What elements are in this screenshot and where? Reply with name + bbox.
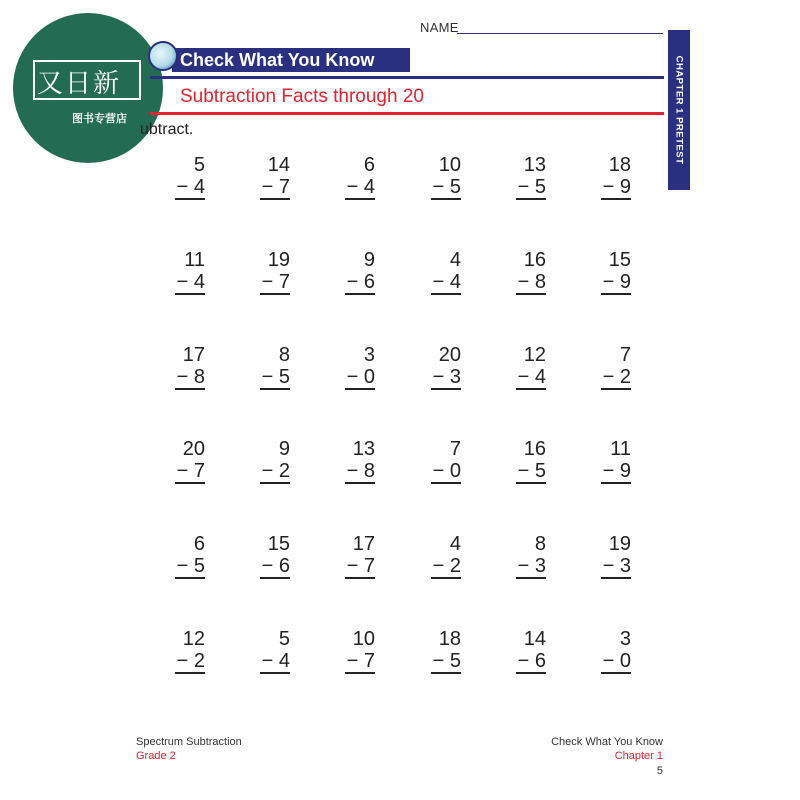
subtrahend-value: 3	[449, 366, 461, 388]
subtraction-problem	[135, 248, 205, 296]
minuend: 13	[352, 438, 375, 460]
minuend: 6	[193, 533, 205, 555]
subtrahend-value: 5	[534, 460, 546, 482]
answer-line	[175, 672, 205, 674]
subtrahend-value: 8	[193, 366, 205, 388]
subtraction-problem	[561, 627, 631, 675]
subtrahend	[603, 459, 631, 483]
subtrahend	[518, 649, 546, 673]
subtrahend-value: 8	[363, 460, 375, 482]
minuend: 10	[438, 154, 461, 176]
subtrahend	[433, 649, 461, 673]
subtrahend	[177, 175, 205, 199]
minuend: 4	[449, 249, 461, 271]
answer-line	[431, 198, 461, 200]
minuend: 17	[182, 344, 205, 366]
minus-sign: −	[602, 650, 620, 672]
minuend: 3	[619, 628, 631, 650]
answer-line	[516, 577, 546, 579]
minuend: 14	[523, 628, 546, 650]
subtraction-problem	[135, 437, 205, 485]
subtrahend	[433, 270, 461, 294]
subtraction-problem	[220, 153, 290, 201]
subtrahend-value: 6	[363, 271, 375, 293]
minus-sign: −	[432, 650, 450, 672]
minus-sign: −	[261, 176, 279, 198]
answer-line	[601, 293, 631, 295]
page-number: 5	[656, 765, 663, 777]
magnifier-icon	[148, 41, 178, 71]
subtrahend	[177, 365, 205, 389]
minuend: 9	[363, 249, 375, 271]
minus-sign: −	[346, 650, 364, 672]
subtraction-problem	[476, 343, 546, 391]
subtrahend	[433, 459, 461, 483]
answer-line	[345, 672, 375, 674]
subtraction-problem	[476, 248, 546, 296]
minuend: 11	[184, 249, 205, 271]
minus-sign: −	[176, 650, 194, 672]
subtraction-problem	[391, 532, 461, 580]
minus-sign: −	[432, 460, 450, 482]
answer-line	[345, 293, 375, 295]
subtrahend-value: 9	[619, 271, 631, 293]
footer-chapter: Chapter 1	[614, 750, 663, 762]
minus-sign: −	[346, 460, 364, 482]
header-rule-red	[150, 112, 664, 115]
answer-line	[260, 388, 290, 390]
subtrahend	[177, 459, 205, 483]
subtraction-problem	[135, 153, 205, 201]
subtrahend-value: 2	[193, 650, 205, 672]
minuend: 12	[182, 628, 205, 650]
subtrahend	[262, 459, 290, 483]
answer-line	[516, 388, 546, 390]
minuend: 5	[278, 628, 290, 650]
minus-sign: −	[261, 460, 279, 482]
subtrahend	[603, 365, 631, 389]
answer-line	[345, 577, 375, 579]
subtrahend-value: 5	[534, 176, 546, 198]
subtraction-problem	[135, 343, 205, 391]
answer-line	[345, 388, 375, 390]
subtraction-problem	[391, 343, 461, 391]
name-label: NAME	[420, 20, 459, 35]
subtrahend	[347, 270, 375, 294]
subtraction-problem	[220, 627, 290, 675]
minus-sign: −	[261, 366, 279, 388]
answer-line	[260, 482, 290, 484]
minus-sign: −	[261, 650, 279, 672]
answer-line	[175, 388, 205, 390]
minus-sign: −	[517, 176, 535, 198]
subtrahend	[262, 175, 290, 199]
answer-line	[175, 293, 205, 295]
subtrahend-value: 5	[193, 555, 205, 577]
subtrahend	[433, 175, 461, 199]
subtrahend-value: 5	[449, 650, 461, 672]
subtrahend	[518, 459, 546, 483]
answer-line	[260, 577, 290, 579]
footer-section-title: Check What You Know	[551, 736, 663, 748]
minuend: 15	[267, 533, 290, 555]
minuend: 7	[619, 344, 631, 366]
answer-line	[175, 577, 205, 579]
minuend: 15	[608, 249, 631, 271]
subtrahend-value: 7	[363, 650, 375, 672]
subtrahend	[347, 554, 375, 578]
subtrahend-value: 2	[278, 460, 290, 482]
subtrahend	[177, 270, 205, 294]
instructions: ubtract.	[140, 121, 194, 138]
page-title: Check What You Know	[180, 50, 375, 70]
answer-line	[516, 672, 546, 674]
subtrahend	[347, 365, 375, 389]
minuend: 7	[449, 438, 461, 460]
minuend: 11	[610, 438, 631, 460]
minuend: 6	[363, 154, 375, 176]
subtrahend-value: 5	[278, 366, 290, 388]
answer-line	[431, 388, 461, 390]
subtrahend-value: 5	[449, 176, 461, 198]
minus-sign: −	[261, 555, 279, 577]
subtraction-problem	[220, 248, 290, 296]
answer-line	[431, 577, 461, 579]
subtraction-problem	[135, 532, 205, 580]
minuend: 17	[352, 533, 375, 555]
minus-sign: −	[602, 555, 620, 577]
subtrahend-value: 7	[193, 460, 205, 482]
subtrahend-value: 4	[278, 650, 290, 672]
minuend: 14	[267, 154, 290, 176]
minuend: 20	[182, 438, 205, 460]
minuend: 4	[449, 533, 461, 555]
minuend: 16	[523, 438, 546, 460]
name-field-line	[457, 33, 663, 34]
minuend: 18	[608, 154, 631, 176]
minus-sign: −	[176, 271, 194, 293]
subtrahend-value: 4	[363, 176, 375, 198]
minus-sign: −	[517, 366, 535, 388]
subtraction-problem	[476, 532, 546, 580]
minus-sign: −	[346, 176, 364, 198]
chapter-side-tab-label: CHAPTER 1 PRETEST	[673, 55, 685, 165]
answer-line	[345, 482, 375, 484]
minuend: 19	[267, 249, 290, 271]
subtraction-problem	[305, 153, 375, 201]
subtrahend-value: 7	[278, 271, 290, 293]
answer-line	[601, 388, 631, 390]
minus-sign: −	[517, 555, 535, 577]
subtraction-problem	[305, 248, 375, 296]
subtraction-problem	[476, 153, 546, 201]
subtrahend-value: 0	[363, 366, 375, 388]
subtrahend-value: 3	[534, 555, 546, 577]
minus-sign: −	[176, 366, 194, 388]
minuend: 8	[278, 344, 290, 366]
subtrahend-value: 0	[449, 460, 461, 482]
minus-sign: −	[176, 555, 194, 577]
minuend: 5	[193, 154, 205, 176]
subtrahend-value: 7	[363, 555, 375, 577]
minus-sign: −	[176, 460, 194, 482]
minus-sign: −	[432, 271, 450, 293]
minuend: 12	[523, 344, 546, 366]
subtrahend-value: 7	[278, 176, 290, 198]
subtraction-problem	[220, 437, 290, 485]
subtrahend-value: 9	[619, 460, 631, 482]
subtrahend	[518, 270, 546, 294]
minus-sign: −	[517, 460, 535, 482]
minus-sign: −	[432, 366, 450, 388]
answer-line	[431, 293, 461, 295]
subtrahend-value: 9	[619, 176, 631, 198]
subtrahend	[262, 649, 290, 673]
subtrahend-value: 6	[534, 650, 546, 672]
minuend: 16	[523, 249, 546, 271]
footer-grade: Grade 2	[136, 750, 176, 762]
subtrahend	[347, 649, 375, 673]
subtrahend	[518, 175, 546, 199]
answer-line	[516, 198, 546, 200]
store-logo-subtext: 图书专营店	[72, 113, 127, 125]
store-logo-text: 又日新	[37, 69, 122, 99]
footer-book-title: Spectrum Subtraction	[136, 736, 242, 748]
subtrahend-value: 4	[534, 366, 546, 388]
subtraction-problem	[305, 532, 375, 580]
minuend: 18	[438, 628, 461, 650]
subtraction-problem	[305, 627, 375, 675]
subtraction-problem	[305, 437, 375, 485]
minus-sign: −	[346, 271, 364, 293]
subtrahend-value: 8	[534, 271, 546, 293]
subtrahend	[177, 649, 205, 673]
subtrahend-value: 0	[619, 650, 631, 672]
subtrahend	[603, 554, 631, 578]
header-rule-blue	[150, 76, 664, 79]
subtraction-problem	[561, 248, 631, 296]
answer-line	[601, 198, 631, 200]
minuend: 19	[608, 533, 631, 555]
subtraction-problem	[305, 343, 375, 391]
answer-line	[431, 672, 461, 674]
page-subtitle: Subtraction Facts through 20	[180, 86, 424, 107]
answer-line	[516, 293, 546, 295]
subtrahend	[177, 554, 205, 578]
subtrahend-value: 2	[449, 555, 461, 577]
answer-line	[175, 198, 205, 200]
minus-sign: −	[346, 366, 364, 388]
subtrahend-value: 3	[619, 555, 631, 577]
minus-sign: −	[602, 460, 620, 482]
subtraction-problem	[391, 627, 461, 675]
subtrahend	[433, 554, 461, 578]
minuend: 9	[278, 438, 290, 460]
minus-sign: −	[176, 176, 194, 198]
minus-sign: −	[432, 176, 450, 198]
answer-line	[260, 672, 290, 674]
subtrahend	[518, 554, 546, 578]
minus-sign: −	[346, 555, 364, 577]
subtrahend	[603, 649, 631, 673]
answer-line	[601, 482, 631, 484]
subtraction-problem	[391, 248, 461, 296]
subtrahend-value: 4	[193, 176, 205, 198]
minuend: 10	[352, 628, 375, 650]
subtrahend	[433, 365, 461, 389]
subtrahend-value: 2	[619, 366, 631, 388]
minuend: 8	[534, 533, 546, 555]
subtraction-problem	[561, 153, 631, 201]
answer-line	[516, 482, 546, 484]
subtraction-problem	[476, 437, 546, 485]
minus-sign: −	[432, 555, 450, 577]
subtrahend	[347, 175, 375, 199]
answer-line	[601, 577, 631, 579]
minus-sign: −	[602, 176, 620, 198]
subtraction-problem	[561, 532, 631, 580]
subtrahend	[262, 365, 290, 389]
subtrahend	[347, 459, 375, 483]
answer-line	[345, 198, 375, 200]
subtraction-problem	[561, 437, 631, 485]
subtrahend	[603, 270, 631, 294]
minus-sign: −	[602, 271, 620, 293]
subtrahend-value: 4	[193, 271, 205, 293]
minus-sign: −	[517, 650, 535, 672]
answer-line	[431, 482, 461, 484]
answer-line	[175, 482, 205, 484]
answer-line	[260, 293, 290, 295]
subtraction-problem	[135, 627, 205, 675]
minuend: 20	[438, 344, 461, 366]
subtrahend	[262, 554, 290, 578]
subtraction-problem	[561, 343, 631, 391]
minus-sign: −	[261, 271, 279, 293]
answer-line	[601, 672, 631, 674]
subtraction-problem	[391, 437, 461, 485]
subtraction-problem	[220, 343, 290, 391]
subtraction-problem	[220, 532, 290, 580]
subtraction-problem	[391, 153, 461, 201]
minuend: 3	[363, 344, 375, 366]
minuend: 13	[523, 154, 546, 176]
subtrahend-value: 4	[449, 271, 461, 293]
subtrahend	[603, 175, 631, 199]
answer-line	[260, 198, 290, 200]
subtrahend	[518, 365, 546, 389]
minus-sign: −	[517, 271, 535, 293]
subtraction-problem	[476, 627, 546, 675]
subtrahend-value: 6	[278, 555, 290, 577]
subtrahend	[262, 270, 290, 294]
minus-sign: −	[602, 366, 620, 388]
